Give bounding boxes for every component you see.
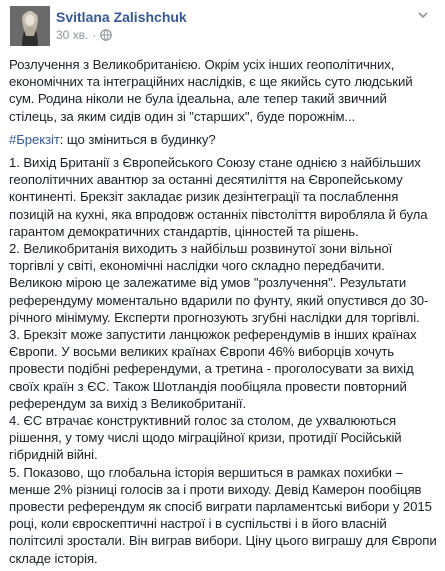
post-content (9, 56, 437, 567)
meta-separator: · (92, 28, 97, 42)
post-intro: Розлучення з Великобританією. Окрім усіх інших геополітичних, економічних та інтеграційних наслідків, є ще якийсь суто людський сум. Родина ніколи не була ідеальна, але тепер такий звичний стілець, за яким сидів один зі "старших", буде порожнім... (9, 57, 413, 124)
post-header (10, 6, 430, 46)
post-point-3: 3. Брекзіт може запустити ланцюжок референдумів в інших країнах Європи. У восьми великих країнах Європи 46% виборців хочуть провести подібні референдуми, а третина - проголосувати за вихід своїх країн з ЄС. Також Шотландія пообіцяла провести повторний референдум за вихід з Великобританії. (9, 327, 417, 411)
post-question-line (9, 131, 437, 148)
author-name[interactable]: Svitlana Zalishchuk (56, 9, 187, 25)
post-point-2: 2. Великобританія виходить з найбільш розвинутої зони вільної торгівлі у світі, економічні наслідки чого складно передбачити. Великою мірою це залежатиме від умов "розлучення". Результати референдуму моментально вдарили по фунту, який опустився до 30-річного мінімуму. Експерти прогнозують згубні наслідки для торгівлі. (9, 241, 429, 325)
post-question: : що зміниться в будинку? (59, 131, 216, 147)
post-timestamp[interactable]: 30 хв. (56, 28, 89, 42)
chevron-down-icon[interactable] (416, 8, 430, 22)
post-point-1: 1. Вихід Британії з Європейського Союзу стане однією з найбільших геополітичних авантюр за останні десятиліття на Європейському континенті. Брекзіт закладає ризик дезінтеграції та послаблення позицій на кухні, яка впродовж останніх півстоліття вироблялa й була гарантом демократичних стандартів, цінностей та рішень. (9, 155, 428, 239)
hashtag-link[interactable]: #Брекзіт (9, 131, 60, 147)
post-point-4: 4. ЄС втрачає конструктивний голос за столом, де ухвалюються рішення, у тому числі щодо міграційної кризи, протидії Російській гібридній війні. (9, 413, 402, 463)
post-point-5: 5. Показово, що глобальна історія вершиться в рамках похибки – менше 2% різниці голосів за і проти виходу. Девід Камерон пообіцяв провести референдум як спосіб виграти парламентські вибори у 2015 році, коли євроскептичні настрої і в суспільстві і в його власній політсилі зростали. Він виграв вибори. Ціну цього виграшу для Європи складе історія. (9, 464, 437, 566)
globe-icon[interactable] (100, 29, 112, 44)
avatar[interactable] (10, 6, 50, 46)
post-meta (56, 28, 112, 44)
